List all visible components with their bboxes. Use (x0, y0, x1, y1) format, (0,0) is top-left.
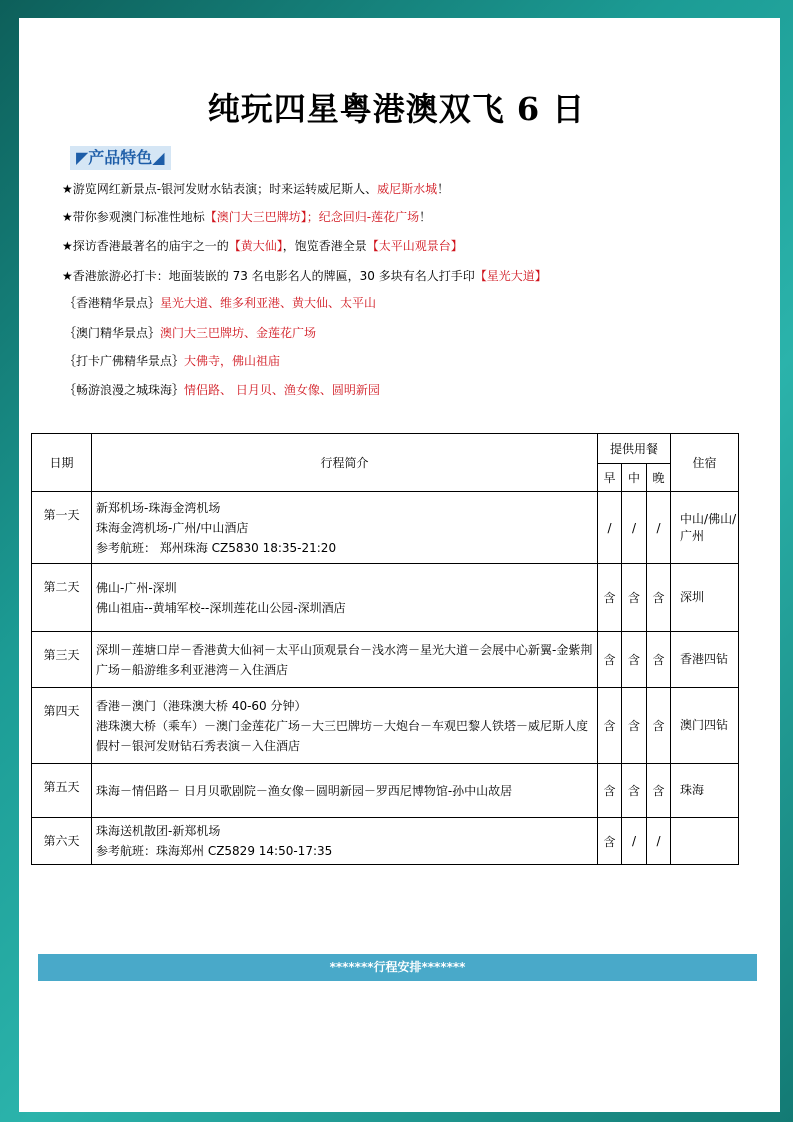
day-cell: 第六天 (32, 818, 92, 865)
summary-cell (92, 818, 598, 865)
summary-line: 佛山祖庙--黄埔军校--深圳莲花山公园-深圳酒店 (96, 600, 346, 615)
summary-line: 珠海－情侣路－ 日月贝歌剧院－渔女像－圆明新园－罗西尼博物馆-孙中山故居 (96, 783, 513, 798)
highlight-text: 【澳门大三巴牌坊】；纪念回归-莲花广场 (204, 210, 420, 224)
dinner-cell: / (647, 818, 671, 865)
itinerary-banner: *******行程安排******* (38, 954, 757, 981)
feature-line (64, 294, 376, 311)
dinner-cell: 含 (647, 764, 671, 818)
summary-line: 参考航班： 郑州珠海 CZ5830 18:35-21:20 (96, 540, 337, 555)
feature-text: ！ (437, 182, 450, 196)
header-meals: 提供用餐 (598, 434, 671, 464)
feature-text: ，饱览香港全景 (282, 239, 367, 253)
table-row (32, 564, 739, 632)
day-cell: 第四天 (32, 688, 92, 764)
header-breakfast: 早 (598, 464, 622, 492)
breakfast-cell: 含 (598, 764, 622, 818)
hotel-cell: 中山/佛山/广州 (671, 492, 739, 564)
summary-line: 珠海送机散团-新郑机场 (96, 824, 221, 838)
lunch-cell: / (622, 818, 647, 865)
summary-line: 港珠澳大桥（乘车）－澳门金莲花广场－大三巴牌坊－大炮台－车观巴黎人铁塔－威尼斯人度假村－银河发财钻石秀表演－入住酒店 (96, 718, 589, 753)
lunch-cell: 含 (622, 688, 647, 764)
summary-line: 参考航班：珠海郑州 CZ5829 14:50-17:35 (96, 844, 333, 858)
summary-line: 香港－澳门（港珠澳大桥 40-60 分钟） (96, 698, 307, 713)
summary-line: 珠海金湾机场-广州/中山酒店 (96, 520, 249, 535)
highlight-text: 【黄大仙】 (228, 239, 283, 253)
breakfast-cell: 含 (598, 564, 622, 632)
highlight-text: 情侣路、 日月贝、渔女像、圆明新园 (184, 383, 380, 397)
feature-text: ｛香港精华景点｝ (64, 296, 161, 310)
highlight-text: 澳门大三巴牌坊、金莲花广场 (160, 326, 317, 340)
header-lunch: 中 (622, 464, 647, 492)
breakfast-cell: 含 (598, 688, 622, 764)
feature-text: ★香港旅游必打卡：地面装嵌的 73 名电影名人的牌匾，30 多块有名人打手印 (62, 269, 475, 283)
breakfast-cell: / (598, 492, 622, 564)
feature-line (62, 180, 449, 197)
table-header-row (32, 434, 739, 464)
table-row (32, 688, 739, 764)
table-row (32, 764, 739, 818)
lunch-cell: 含 (622, 632, 647, 688)
feature-line (62, 208, 431, 225)
feature-text: ★游览网红新景点-银河发财水钻表演；时来运转威尼斯人、 (62, 182, 378, 196)
summary-cell (92, 632, 598, 688)
breakfast-cell: 含 (598, 632, 622, 688)
highlight-text: 【太平山观景台】 (366, 239, 463, 253)
hotel-cell: 澳门四钻 (671, 688, 739, 764)
lunch-cell: 含 (622, 764, 647, 818)
hotel-cell: 珠海 (671, 764, 739, 818)
highlight-text: 大佛寺，佛山祖庙 (184, 354, 281, 368)
header-date: 日期 (32, 434, 92, 492)
lunch-cell: / (622, 492, 647, 564)
summary-line: 深圳－莲塘口岸－香港黄大仙祠－太平山顶观景台－浅水湾－星光大道－会展中心新翼-金紫荆广场－船游维多利亚港湾－入住酒店 (96, 642, 593, 677)
highlight-text: 威尼斯水城 (377, 182, 438, 196)
lunch-cell: 含 (622, 564, 647, 632)
summary-cell (92, 564, 598, 632)
features-heading: ◤产品特色◢ (70, 146, 171, 170)
highlight-text: 【星光大道】 (474, 269, 547, 283)
summary-cell (92, 764, 598, 818)
breakfast-cell: 含 (598, 818, 622, 865)
summary-cell (92, 688, 598, 764)
highlight-text: 星光大道、维多利亚港、黄大仙、太平山 (160, 296, 377, 310)
day-cell: 第一天 (32, 492, 92, 564)
summary-cell (92, 492, 598, 564)
feature-text: ｛澳门精华景点｝ (64, 326, 161, 340)
table-row (32, 818, 739, 865)
feature-line (62, 267, 547, 284)
feature-text: ★探访香港最著名的庙宇之一的 (62, 239, 229, 253)
page-title: 纯玩四星粤港澳双飞 6 日 (207, 90, 586, 128)
feature-text: ★带你参观澳门标准性地标 (62, 210, 205, 224)
table-row (32, 632, 739, 688)
hotel-cell: 深圳 (671, 564, 739, 632)
day-cell: 第二天 (32, 564, 92, 632)
dinner-cell: 含 (647, 632, 671, 688)
feature-text: ｛打卡广佛精华景点｝ (64, 354, 185, 368)
feature-line (64, 352, 280, 369)
feature-line (62, 237, 463, 254)
header-dinner: 晚 (647, 464, 671, 492)
dinner-cell: 含 (647, 688, 671, 764)
header-summary: 行程简介 (92, 434, 598, 492)
day-cell: 第三天 (32, 632, 92, 688)
day-cell: 第五天 (32, 764, 92, 818)
feature-line (64, 381, 380, 398)
summary-line: 新郑机场-珠海金湾机场 (96, 500, 221, 515)
header-hotel: 住宿 (671, 434, 739, 492)
feature-line (64, 324, 316, 341)
hotel-cell: 香港四钻 (671, 632, 739, 688)
table-row (32, 492, 739, 564)
summary-line: 佛山-广州-深圳 (96, 580, 177, 595)
dinner-cell: / (647, 492, 671, 564)
feature-text: ！ (419, 210, 432, 224)
feature-text: ｛畅游浪漫之城珠海｝ (64, 383, 185, 397)
itinerary-table (31, 433, 739, 865)
hotel-cell (671, 818, 739, 865)
dinner-cell: 含 (647, 564, 671, 632)
